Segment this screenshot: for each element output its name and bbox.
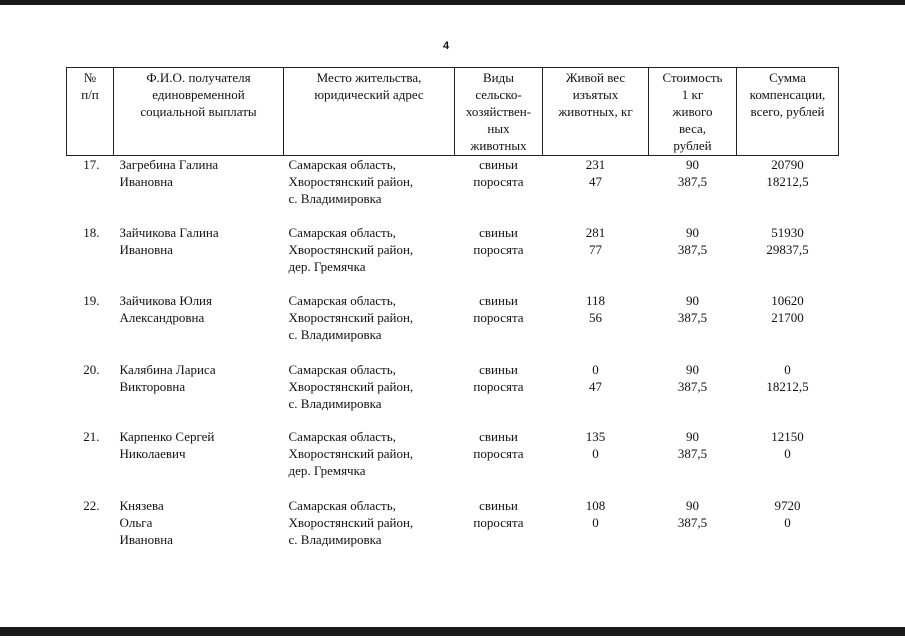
- row-number: 19.: [83, 293, 100, 308]
- total-compensation: 12150 0: [771, 429, 804, 461]
- table-row: [67, 224, 839, 292]
- header-animal-type: Виды сельско- хозяйствен- ных животных: [455, 68, 543, 156]
- recipient-name: Калябина Лариса Викторовна: [119, 362, 216, 394]
- live-weight: 281 77: [585, 225, 606, 257]
- animal-types: свиньи поросята: [473, 362, 524, 394]
- live-weight: 0 47: [589, 362, 602, 394]
- animal-types: свиньи поросята: [473, 225, 524, 257]
- live-weight: 108 0: [585, 498, 606, 530]
- address: Самарская область, Хворостянский район, с. Владимировка: [288, 157, 414, 206]
- table-header-row: [67, 68, 839, 156]
- recipient-name: Карпенко Сергей Николаевич: [119, 429, 215, 461]
- row-number: 21.: [83, 429, 100, 444]
- animal-types: свиньи поросята: [473, 293, 524, 325]
- price-per-kg: 90 387,5: [677, 498, 708, 530]
- header-address: Место жительства, юридический адрес: [284, 68, 455, 156]
- animal-types: свиньи поросята: [473, 429, 524, 461]
- address: Самарская область, Хворостянский район, с. Владимировка: [288, 498, 414, 547]
- address: Самарская область, Хворостянский район, с. Владимировка: [288, 293, 414, 342]
- page-number: 4: [443, 40, 450, 52]
- animal-types: свиньи поросята: [473, 157, 524, 189]
- recipient-name: Загребина Галина Ивановна: [119, 157, 219, 189]
- live-weight: 231 47: [585, 157, 606, 189]
- animal-types: свиньи поросята: [473, 498, 524, 530]
- table-row: [67, 428, 839, 497]
- row-number: 17.: [83, 157, 100, 172]
- total-compensation: 10620 21700: [771, 293, 804, 325]
- price-per-kg: 90 387,5: [677, 225, 708, 257]
- row-number: 20.: [83, 362, 100, 377]
- address: Самарская область, Хворостянский район, с. Владимировка: [288, 362, 414, 411]
- live-weight: 118 56: [585, 293, 606, 325]
- address: Самарская область, Хворостянский район, дер. Гремячка: [288, 225, 414, 274]
- header-live-weight: Живой вес изъятых животных, кг: [543, 68, 649, 156]
- recipient-name: Зайчикова Галина Ивановна: [119, 225, 219, 257]
- total-compensation: 51930 29837,5: [766, 225, 809, 257]
- price-per-kg: 90 387,5: [677, 293, 708, 325]
- header-number: № п/п: [67, 68, 114, 156]
- table-row: [67, 292, 839, 361]
- header-price-per-kg: Стоимость 1 кг живого веса, рублей: [649, 68, 737, 156]
- live-weight: 135 0: [585, 429, 606, 461]
- price-per-kg: 90 387,5: [677, 362, 708, 394]
- top-border-line: [0, 0, 905, 5]
- row-number: 18.: [83, 225, 100, 240]
- total-compensation: 0 18212,5: [766, 362, 809, 394]
- bottom-border-line: [0, 627, 905, 636]
- total-compensation: 20790 18212,5: [766, 157, 809, 189]
- recipient-name: Князева Ольга Ивановна: [119, 498, 173, 547]
- total-compensation: 9720 0: [774, 498, 801, 530]
- table-row: [67, 156, 839, 225]
- recipient-name: Зайчикова Юлия Александровна: [119, 293, 212, 325]
- header-recipient-name: Ф.И.О. получателя единовременной социальной выплаты: [114, 68, 284, 156]
- address: Самарская область, Хворостянский район, дер. Гремячка: [288, 429, 414, 478]
- table-row: [67, 497, 839, 557]
- header-total-compensation: Сумма компенсации, всего, рублей: [737, 68, 839, 156]
- compensation-table: [66, 67, 839, 557]
- table-row: [67, 361, 839, 428]
- price-per-kg: 90 387,5: [677, 429, 708, 461]
- price-per-kg: 90 387,5: [677, 157, 708, 189]
- row-number: 22.: [83, 498, 100, 513]
